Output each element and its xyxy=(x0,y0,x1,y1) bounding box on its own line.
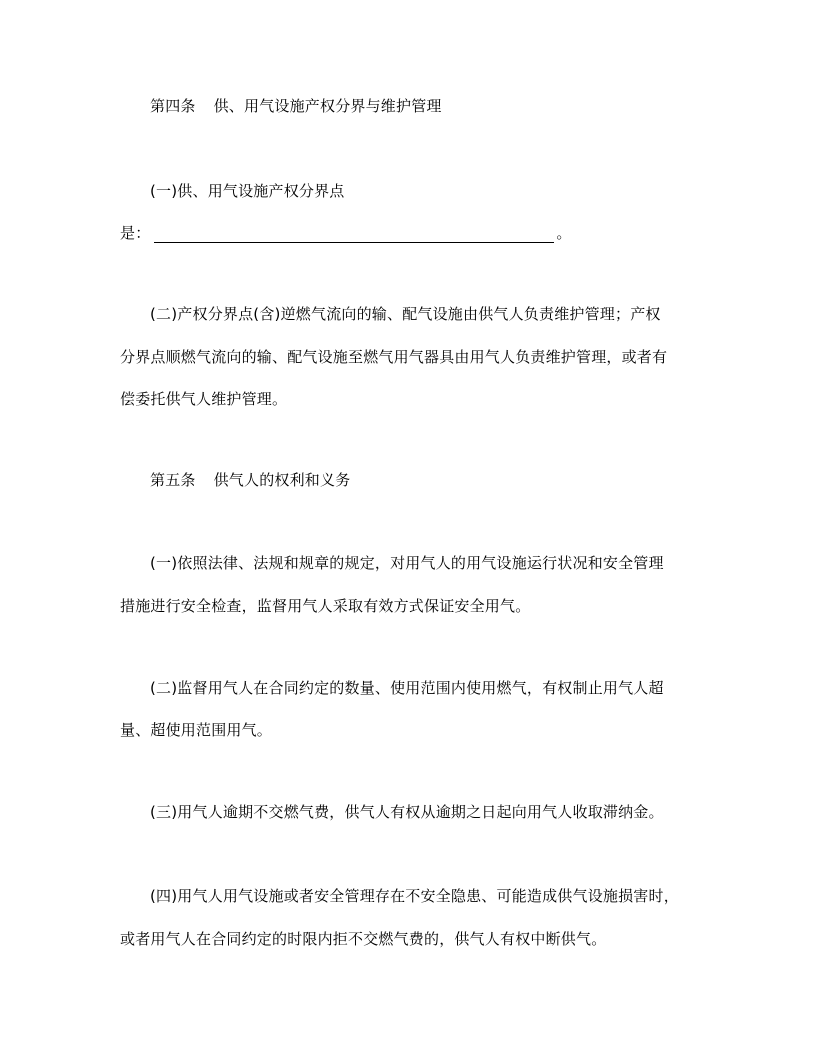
article-5-number: 第五条 xyxy=(150,471,196,489)
article-4-item-1-line-1: (一)供、用气设施产权分界点 xyxy=(150,182,345,200)
article-5-item-1-line-2: 措施进行安全检查，监督用气人采取有效方式保证安全用气。 xyxy=(120,597,531,615)
article-5-heading xyxy=(150,470,350,490)
fill-in-blank-line[interactable] xyxy=(154,226,554,243)
article-5-item-2-line-1: (二)监督用气人在合同约定的数量、使用范围内使用燃气，有权制止用气人超 xyxy=(150,679,664,697)
article-5-item-1-line-1: (一)依照法律、法规和规章的规定，对用气人的用气设施运行状况和安全管理 xyxy=(150,554,664,572)
article-4-heading xyxy=(150,96,442,116)
article-4-number: 第四条 xyxy=(150,97,196,115)
article-4-item-2-line-1: (二)产权分界点(含)逆燃气流向的输、配气设施由供气人负责维护管理；产权 xyxy=(150,305,661,323)
article-4-item-2-line-2: 分界点顺燃气流向的输、配气设施至燃气用气器具由用气人负责维护管理，或者有 xyxy=(120,348,668,366)
article-4-title: 供、用气设施产权分界与维护管理 xyxy=(213,97,442,115)
article-4-item-2-line-3: 偿委托供气人维护管理。 xyxy=(120,390,288,408)
article-4-item-1-suffix: 。 xyxy=(556,224,572,242)
article-5-title: 供气人的权利和义务 xyxy=(213,471,351,489)
article-5-item-4-line-1: (四)用气人用气设施或者安全管理存在不安全隐患、可能造成供气设施损害时， xyxy=(150,887,679,905)
article-5-item-3-line-1: (三)用气人逾期不交燃气费，供气人有权从逾期之日起向用气人收取滞纳金。 xyxy=(150,803,664,821)
article-4-item-1-line-2 xyxy=(120,223,572,243)
article-4-item-1-prefix: 是： xyxy=(120,224,151,242)
article-5-item-2-line-2: 量、超使用范围用气。 xyxy=(120,721,273,739)
article-5-item-4-line-2: 或者用气人在合同约定的时限内拒不交燃气费的，供气人有权中断供气。 xyxy=(120,930,607,948)
